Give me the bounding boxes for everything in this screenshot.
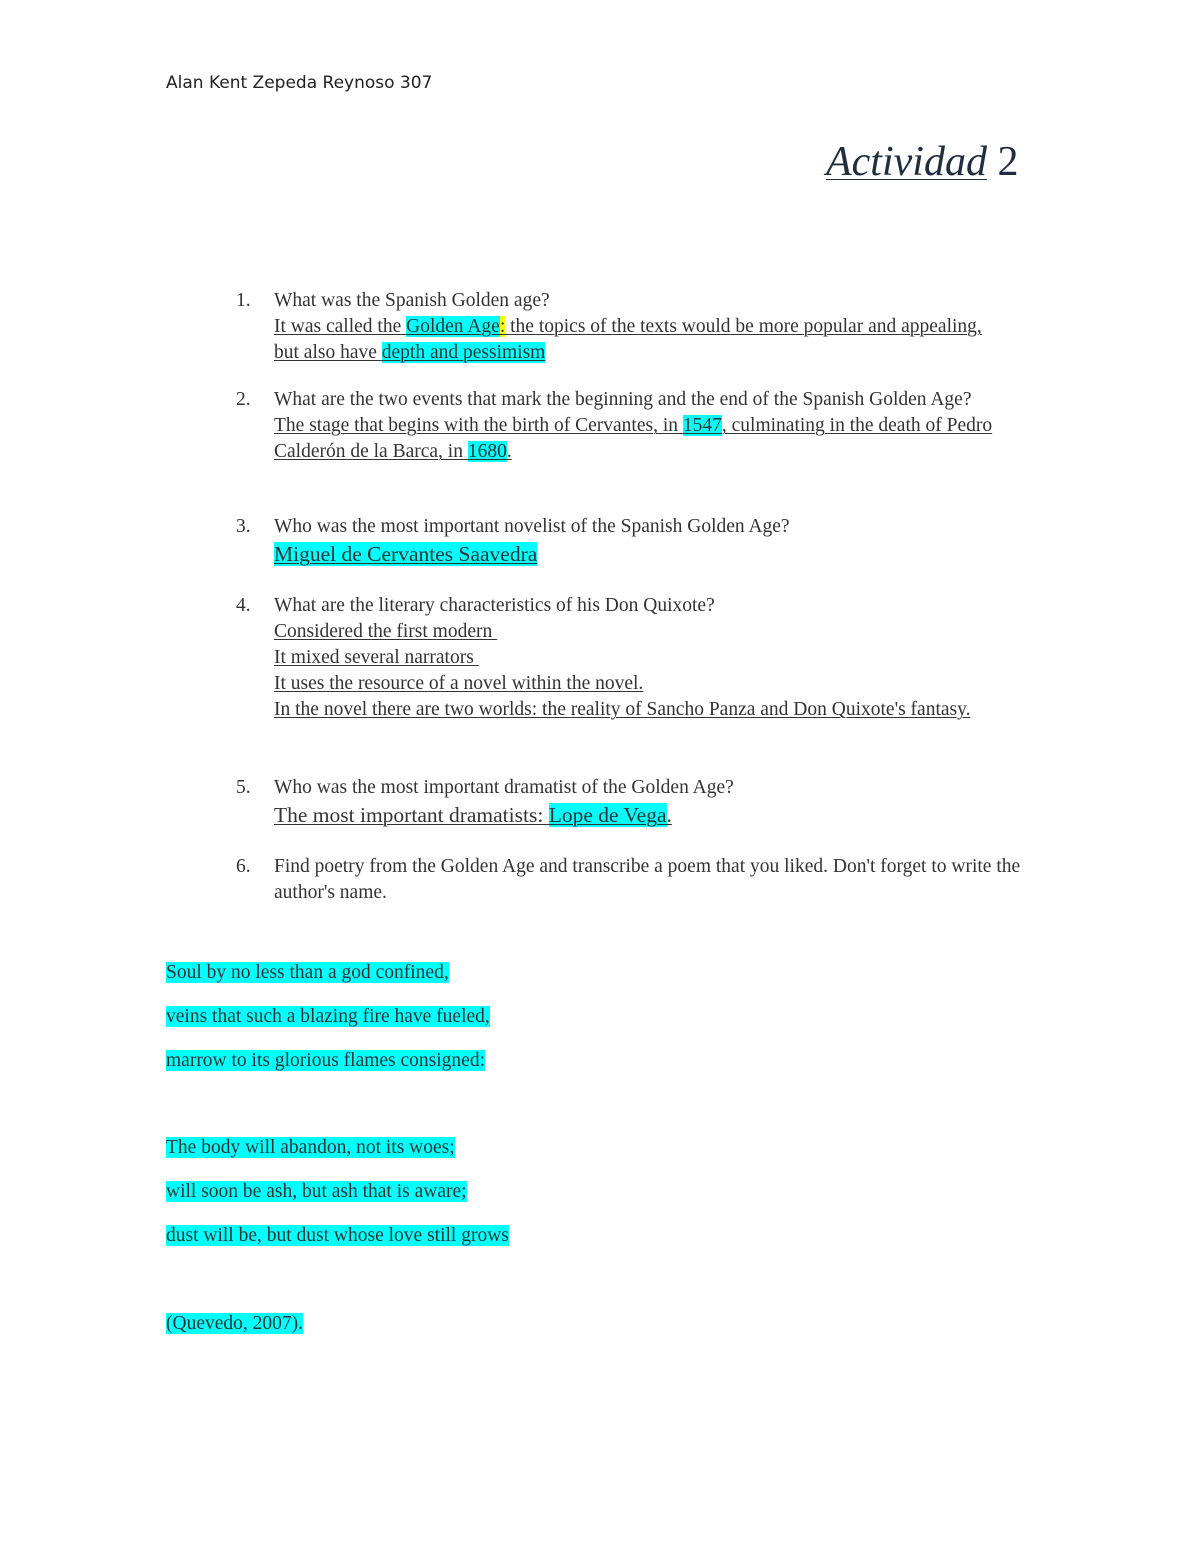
answer-text xyxy=(274,540,1039,568)
answer-text xyxy=(274,801,1039,829)
page-title xyxy=(826,138,1018,186)
author-header: Alan Kent Zepeda Reynoso 307 xyxy=(166,73,433,93)
highlighted-mark: : xyxy=(499,316,506,337)
poem-line-text: will soon be ash, but ash that is aware; xyxy=(166,1181,467,1202)
question-number: 2. xyxy=(236,389,251,410)
answer-segment: The stage that begins with the birth of Cervantes, in xyxy=(274,415,683,436)
answer-segment: The most important dramatists: xyxy=(274,803,549,827)
answer-segment: . xyxy=(506,441,512,462)
question-number: 1. xyxy=(236,290,251,311)
answer-line: In the novel there are two worlds: the reality of Sancho Panza and Don Quixote's fantasy. xyxy=(274,699,971,720)
answer-segment: , culminating in the death of Pedro Calderón de la Barca, in xyxy=(274,415,993,462)
poem-line xyxy=(166,1223,509,1249)
highlighted-year: 1547 xyxy=(682,415,722,436)
answer-segment: . xyxy=(666,803,672,827)
poem-line-text: Soul by no less than a god confined, xyxy=(166,962,449,983)
answer-text xyxy=(274,314,1039,340)
answer-line: It mixed several narrators xyxy=(274,647,479,668)
question-text: Who was the most important novelist of the Spanish Golden Age? xyxy=(274,516,790,537)
poem-line xyxy=(166,1004,490,1030)
highlighted-year: 1680 xyxy=(467,441,507,462)
poem-line xyxy=(166,1135,455,1161)
poem-line xyxy=(166,1048,485,1074)
poem-line-text: dust will be, but dust whose love still grows xyxy=(166,1225,509,1246)
question-number: 5. xyxy=(236,777,251,798)
question-text: Find poetry from the Golden Age and transcribe a poem that you liked. Don't forget to write the author's name. xyxy=(274,856,1021,903)
answer-segment: the topics of the texts would be more popular and appealing, xyxy=(505,316,982,337)
poem-line xyxy=(166,1179,467,1205)
question-text: Who was the most important dramatist of the Golden Age? xyxy=(274,777,734,798)
question-text: What are the literary characteristics of his Don Quixote? xyxy=(274,595,715,616)
question-number: 6. xyxy=(236,856,251,877)
answer-segment: It was called the xyxy=(274,316,407,337)
poem-citation xyxy=(166,1311,303,1337)
citation-text: (Quevedo, 2007). xyxy=(166,1313,304,1334)
answer-text xyxy=(274,413,1039,465)
question-text: What are the two events that mark the beginning and the end of the Spanish Golden Age? xyxy=(274,389,972,410)
answer-line: It uses the resource of a novel within the novel. xyxy=(274,673,644,694)
answer-text xyxy=(274,340,1039,366)
poem-line-text: veins that such a blazing fire have fueled, xyxy=(166,1006,490,1027)
question-number: 4. xyxy=(236,595,251,616)
question-number: 3. xyxy=(236,516,251,537)
poem-line-text: The body will abandon, not its woes; xyxy=(166,1137,455,1158)
highlighted-term: Golden Age xyxy=(406,316,500,337)
poem-line-text: marrow to its glorious flames consigned: xyxy=(166,1050,485,1071)
poem-line xyxy=(166,960,449,986)
title-word: Actividad xyxy=(826,139,987,185)
answer-segment: but also have xyxy=(274,342,382,363)
answer-line: Considered the first modern xyxy=(274,621,498,642)
highlighted-term: depth and pessimism xyxy=(381,342,546,363)
highlighted-name: Lope de Vega xyxy=(548,803,667,827)
highlighted-answer: Miguel de Cervantes Saavedra xyxy=(274,542,538,566)
title-number: 2 xyxy=(997,139,1019,185)
question-text: What was the Spanish Golden age? xyxy=(274,290,550,311)
